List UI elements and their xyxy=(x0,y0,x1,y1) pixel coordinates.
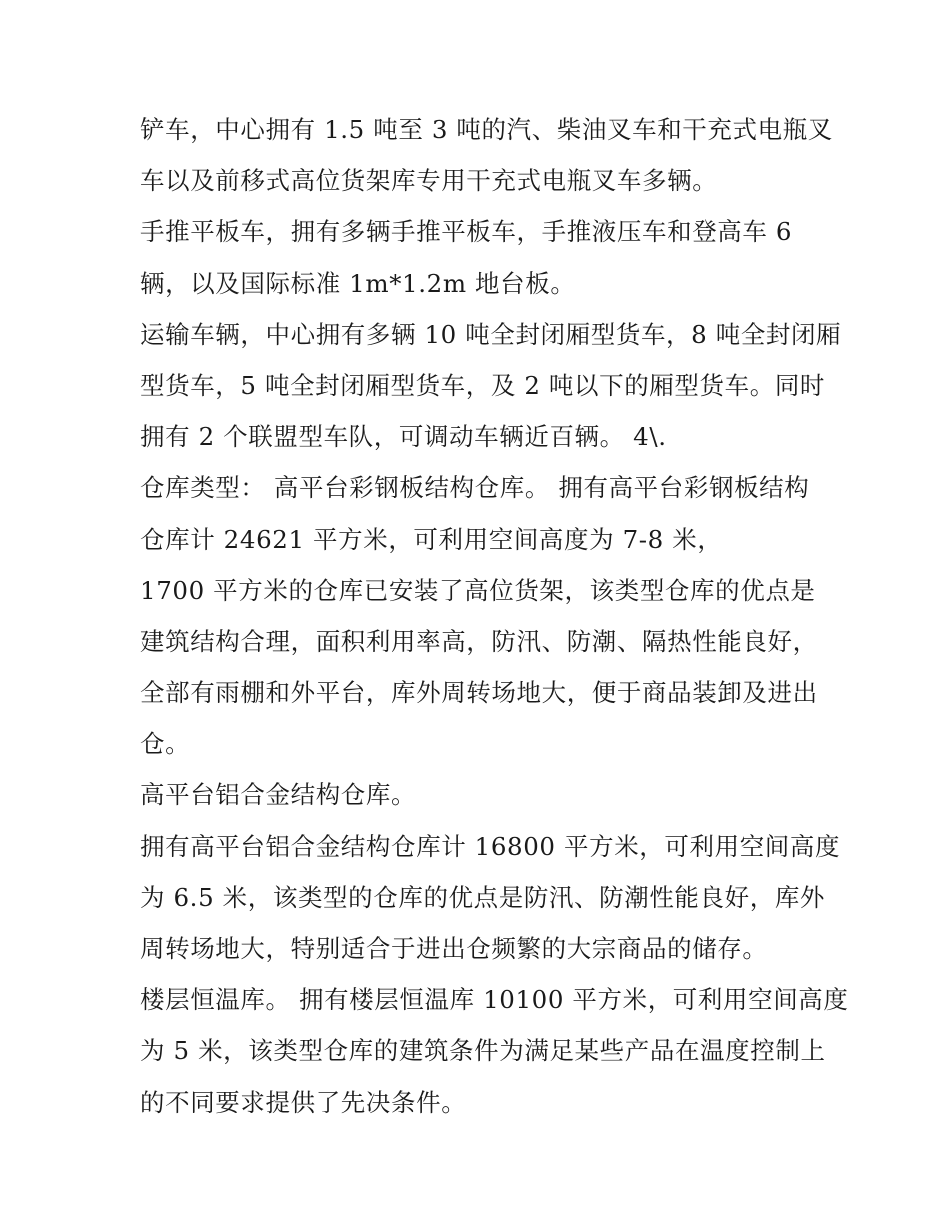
text-line: 辆，以及国际标准 1m*1.2m 地台板。 xyxy=(140,268,576,298)
text-line: 的不同要求提供了先决条件。 xyxy=(140,1087,467,1117)
text-line: 手推平板车，拥有多辆手推平板车，手推液压车和登高车 6 xyxy=(140,217,793,247)
text-line: 高平台铝合金结构仓库。 xyxy=(140,780,417,810)
text-line: 拥有 2 个联盟型车队，可调动车辆近百辆。 4\. xyxy=(140,422,667,452)
text-line: 铲车，中心拥有 1.5 吨至 3 吨的汽、柴油叉车和干充式电瓶叉 xyxy=(140,115,833,144)
text-line: 车以及前移式高位货架库专用干充式电瓶叉车多辆。 xyxy=(140,166,718,196)
text-line: 全部有雨棚和外平台，库外周转场地大，便于商品装卸及进出 xyxy=(140,678,818,708)
text-line: 运输车辆，中心拥有多辆 10 吨全封闭厢型货车，8 吨全封闭厢 xyxy=(140,319,842,349)
text-line: 仓。 xyxy=(140,729,191,759)
text-line: 为 5 米，该类型仓库的建筑条件为满足某些产品在温度控制上 xyxy=(140,1036,826,1066)
text-line: 型货车，5 吨全封闭厢型货车，及 2 吨以下的厢型货车。同时 xyxy=(140,370,826,400)
body-text xyxy=(140,104,849,1128)
text-line: 仓库计 24621 平方米，可利用空间高度为 7-8 米， xyxy=(140,524,723,554)
text-line: 1700 平方米的仓库已安装了高位货架，该类型仓库的优点是 xyxy=(140,575,816,605)
text-line: 楼层恒温库。 拥有楼层恒温库 10100 平方米，可利用空间高度 xyxy=(140,985,849,1015)
text-line: 仓库类型： 高平台彩钢板结构仓库。 拥有高平台彩钢板结构 xyxy=(140,473,810,503)
text-line: 建筑结构合理，面积利用率高，防汛、防潮、隔热性能良好， xyxy=(140,626,818,656)
text-line: 周转场地大，特别适合于进出仓频繁的大宗商品的储存。 xyxy=(140,934,768,963)
text-line: 为 6.5 米，该类型的仓库的优点是防汛、防潮性能良好，库外 xyxy=(140,882,826,912)
text-line: 拥有高平台铝合金结构仓库计 16800 平方米，可利用空间高度 xyxy=(140,831,841,861)
